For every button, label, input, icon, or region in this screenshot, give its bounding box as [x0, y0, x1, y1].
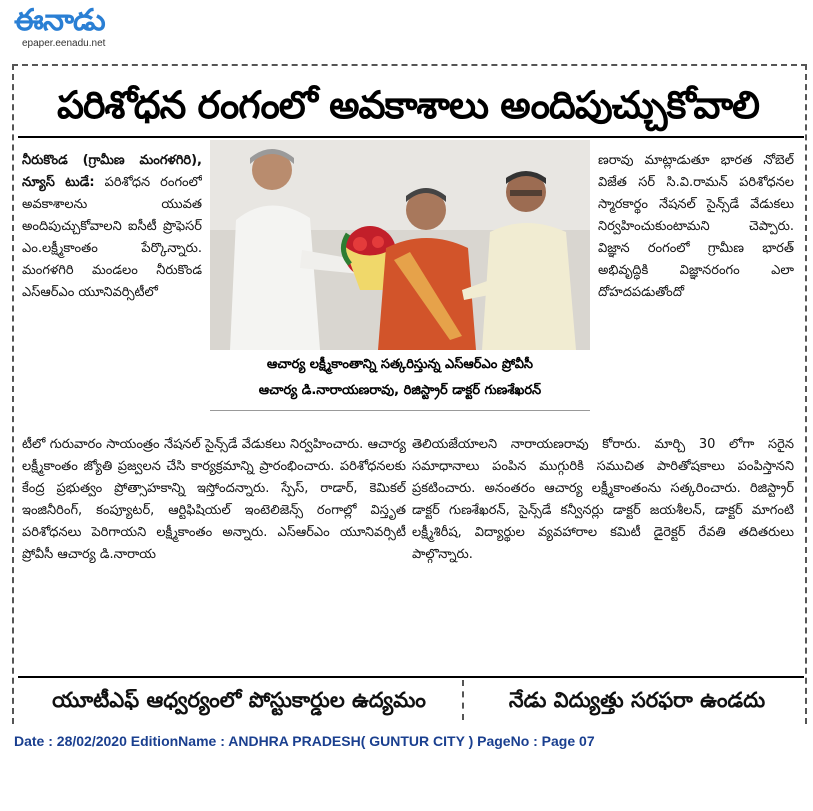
epaper-url: epaper.eenadu.net — [22, 38, 106, 49]
article-bottom-rule — [18, 676, 804, 678]
headline-rule — [18, 136, 804, 138]
article-dateline: నీరుకొండ (గ్రామీణ మంగళగిరి), న్యూస్ టుడే: — [22, 153, 202, 190]
article-photo — [210, 140, 590, 350]
clipping-border-right — [805, 64, 807, 724]
clipping-border-top — [12, 64, 807, 66]
edition-footer: Date : 28/02/2020 EditionName : ANDHRA PRADESH( GUNTUR CITY ) PageNo : Page 07 — [14, 733, 595, 749]
sub-headline-right: నేడు విద్యుత్తు సరఫరా ఉండదు — [508, 688, 766, 712]
article-column-wide-right-text: తెలియజేయాలని నారాయణరావు కోరారు. మార్చి 30 లోగా సరైన సమాధానాలు పంపిన ముగ్గురికి సముచిత పారితోషకాలు పంపిస్తానని ప్రకటించారు. అనంతరం ఆచార్య లక్ష్మీకాంతంను సత్కరించారు. రిజిస్ట్రార్ డాక్టర్ గుణశేఖరన్, సైన్స్‌డే కన్వీనర్లు డాక్టర్ జయశీలన్, డాక్టర్ మాగంటి లక్ష్మీశిరీష, విద్యార్థుల వ్యవహారాల కమిటీ డైరెక్టర్ రేవతి తదితరులు పాల్గొన్నారు. — [412, 437, 794, 562]
article-column-1 — [22, 150, 202, 432]
article-column-wide-right — [412, 434, 794, 672]
article-column-3 — [598, 150, 794, 432]
article-column-wide-left — [22, 434, 406, 672]
photo-caption — [210, 352, 590, 411]
sub-headline-separator — [462, 680, 464, 720]
photo-caption-line-1: ఆచార్య లక్ష్మీకాంతాన్ని సత్కరిస్తున్న ఎస్ఆర్ఎం ప్రోవీసీ — [266, 357, 534, 372]
eenadu-logo: ఈనాడు — [14, 3, 105, 38]
article-column-wide-left-text: టీలో గురువారం సాయంత్రం నేషనల్ సైన్స్‌డే వేడుకలు నిర్వహించారు. ఆచార్య లక్ష్మీకాంతం జ్యోతి ప్రజ్వలన చేసి కార్యక్రమాన్ని ప్రారంభించారు. పరిశోధనలకు కేంద్ర ప్రభుత్వం ప్రోత్సాహకాన్ని ఇస్తోందన్నారు. స్పేస్, రాడార్, కెమికల్ ఇంజినీరింగ్, కంప్యూటర్, ఆర్టిఫిషియల్ ఇంటెలిజెన్స్ రంగాల్లో విస్తృత పరిశోధనలు పెరిగాయని లక్ష్మీకాంతం అన్నారు. ఎస్ఆర్ఎం యూనివర్సిటీ ప్రోవీసీ ఆచార్య డి.నారాయ — [22, 437, 406, 562]
article-column-3-text: ణరావు మాట్లాడుతూ భారత నోబెల్ విజేత సర్ సి.వి.రామన్ పరిశోధనల స్మారకార్థం నేషనల్ సైన్స్‌డే వేడుకలు నిర్వహించుకుంటామని చెప్పారు. విజ్ఞాన రంగంలో గ్రామీణ భారత్ అభివృద్ధికి విజ్ఞానరంగం ఎలా దోహదపడుతోందో — [598, 153, 794, 300]
sub-headline-left: యూటీఎఫ్ ఆధ్వర్యంలో పోస్టుకార్డుల ఉద్యమం — [52, 688, 426, 712]
article-column-1-text: పరిశోధన రంగంలో అవకాశాలను యువత అందిపుచ్చుకోవాలని ఐసీటీ ప్రొఫెసర్ ఎం.లక్ష్మీకాంతం పేర్కొన్నారు. మంగళగిరి మండలం నీరుకొండ ఎస్ఆర్ఎం యూనివర్సిటీలో — [22, 175, 202, 300]
photo-caption-line-2: ఆచార్య డి.నారాయణరావు, రిజిస్ట్రార్ డాక్టర్ గుణశేఖరన్ — [258, 383, 542, 398]
clipping-border-left — [12, 64, 14, 724]
article-headline: పరిశోధన రంగంలో అవకాశాలు అందిపుచ్చుకోవాలి — [56, 83, 760, 127]
